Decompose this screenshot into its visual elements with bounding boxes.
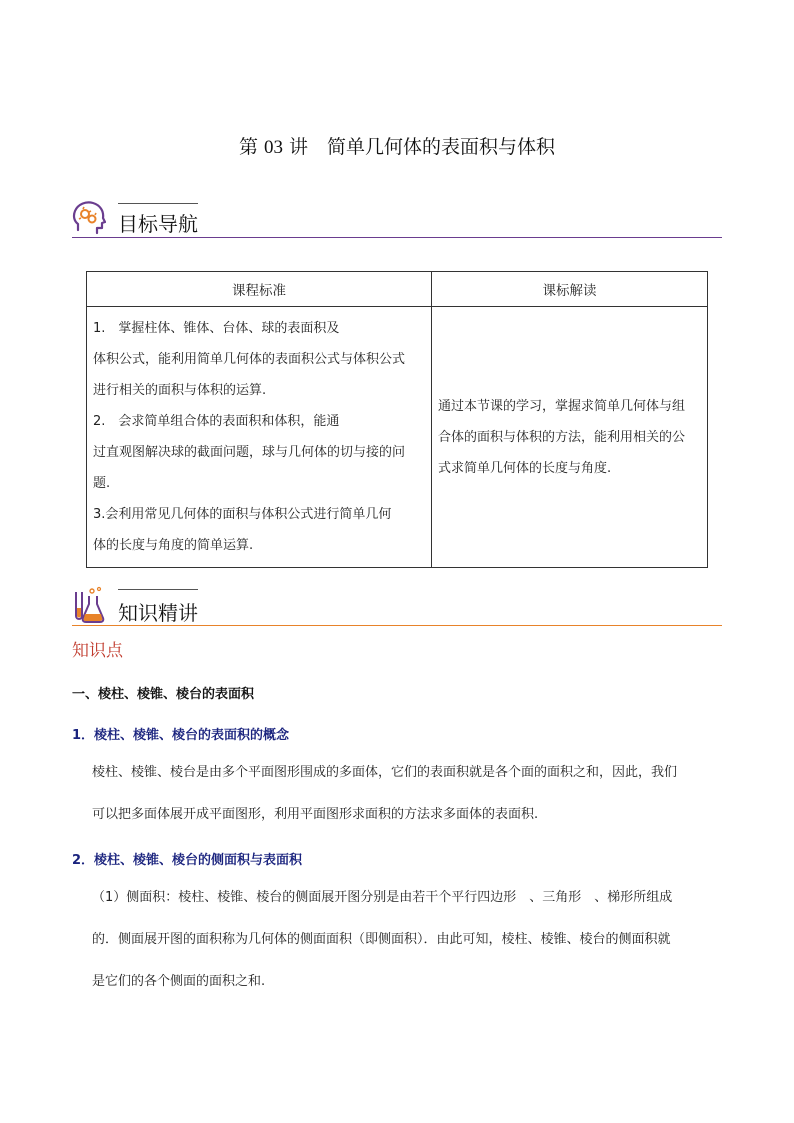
head-gears-icon <box>72 200 106 234</box>
lab-flask-icon <box>72 586 106 620</box>
paragraph-line: （1）侧面积：棱柱、棱锥、棱台的侧面展开图分别是由若干个平行四边形 、三角形 、梯形所组成 <box>92 890 673 905</box>
paragraph-1 <box>72 752 722 836</box>
subheading-1: 1．棱柱、棱锥、棱台的表面积的概念 <box>72 728 290 743</box>
interpretation-line: 通过本节课的学习，掌握求简单几何体与组 <box>438 398 686 414</box>
paragraph-line: 是它们的各个侧面的面积之和. <box>92 974 266 989</box>
section1-top-line <box>118 203 198 204</box>
standard-line: 1. 掌握柱体、锥体、台体、球的表面积及 <box>93 321 340 336</box>
table-header-row <box>87 272 708 307</box>
interpretation-line: 式求简单几何体的长度与角度. <box>438 460 612 476</box>
standard-line: 2. 会求简单组合体的表面积和体积，能通 <box>93 414 340 429</box>
standard-line: 体积公式，能利用简单几何体的表面积公式与体积公式 <box>93 352 406 367</box>
page-title <box>0 132 794 159</box>
standard-line: 3.会利用常见几何体的面积与体积公式进行简单几何 <box>93 507 392 522</box>
paragraph-line: 的．侧面展开图的面积称为几何体的侧面面积（即侧面积）．由此可知，棱柱、棱锥、棱台的侧面积就 <box>92 932 671 947</box>
standard-line: 过直观图解决球的截面问题，球与几何体的切与接的问 <box>93 445 406 460</box>
section1-divider <box>72 237 722 238</box>
paragraph-2 <box>72 877 722 1003</box>
paragraph-line: 可以把多面体展开成平面图形，利用平面图形求面积的方法求多面体的表面积. <box>92 807 539 822</box>
title-number: 03 <box>264 137 283 158</box>
interpretation-cell <box>432 307 708 568</box>
paragraph-line: 棱柱、棱锥、棱台是由多个平面图形围成的多面体，它们的表面积就是各个面的面积之和，因此，我们 <box>92 765 678 780</box>
standard-cell <box>87 307 432 568</box>
section2-top-line <box>118 589 198 590</box>
table-row <box>87 307 708 568</box>
section2-divider <box>72 625 722 626</box>
table-header-standard: 课程标准 <box>87 272 432 307</box>
section1-title: 目标导航 <box>118 212 198 236</box>
table-header-interpretation: 课标解读 <box>432 272 708 307</box>
title-prefix: 第 <box>238 136 264 158</box>
standard-line: 进行相关的面积与体积的运算. <box>93 383 267 398</box>
section2-title: 知识精讲 <box>118 601 198 625</box>
curriculum-table <box>86 271 708 568</box>
standard-line: 题. <box>93 476 111 491</box>
subheading-2: 2．棱柱、棱锥、棱台的侧面积与表面积 <box>72 853 303 868</box>
title-text: 讲 简单几何体的表面积与体积 <box>283 136 556 158</box>
heading-1: 一、棱柱、棱锥、棱台的表面积 <box>72 687 255 702</box>
interpretation-line: 合体的面积与体积的方法，能利用相关的公 <box>438 429 686 445</box>
knowledge-point-label: 知识点 <box>72 641 123 661</box>
standard-line: 体的长度与角度的简单运算. <box>93 538 254 553</box>
